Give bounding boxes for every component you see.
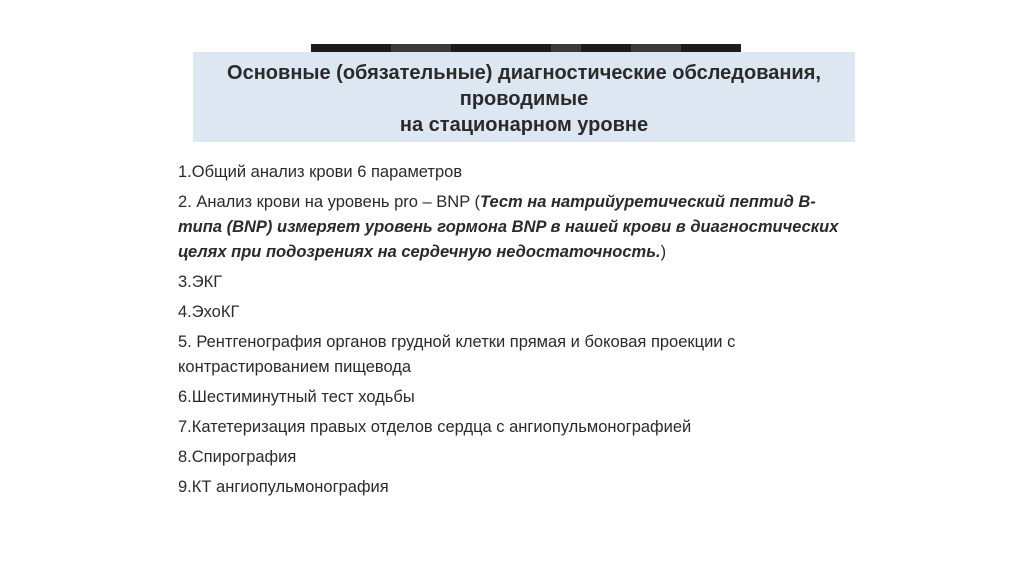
list-item <box>178 385 858 410</box>
list-item <box>178 190 858 265</box>
title-line: проводимые <box>459 88 589 110</box>
list-item <box>178 445 858 470</box>
list-item-note: Тест на натрийуретический пептид В-типа (BNP) измеряет уровень гормона BNP в нашей крови в диагностических целях при подозрениях на сердечную недостаточность. <box>178 193 839 261</box>
list-item-text: 1.Общий анализ крови 6 параметров <box>178 163 463 181</box>
title-line: Основные (обязательные) диагностические обследования, <box>227 62 821 84</box>
exam-list <box>178 160 858 505</box>
list-item-text: 7.Катетеризация правых отделов сердца с ангиопульмонографией <box>178 418 692 436</box>
list-item-text: 9.КТ ангиопульмонография <box>178 478 389 496</box>
list-item-text: 8.Спирография <box>178 448 297 466</box>
list-item-text: 5. Рентгенография органов грудной клетки прямая и боковая проекции с контрастированием пищевода <box>178 333 736 376</box>
list-item-text: 3.ЭКГ <box>178 273 223 291</box>
list-item-text: 4.ЭхоКГ <box>178 303 240 321</box>
title-line: на стационарном уровне <box>399 114 649 136</box>
list-item-text: 6.Шестиминутный тест ходьбы <box>178 388 415 406</box>
list-item <box>178 415 858 440</box>
list-item <box>178 270 858 295</box>
list-item <box>178 300 858 325</box>
list-item <box>178 475 858 500</box>
list-item-text: 2. Анализ крови на уровень pro – BNP ( <box>178 193 481 211</box>
list-item <box>178 160 858 185</box>
list-item <box>178 330 858 380</box>
list-item-suffix: ) <box>660 243 667 261</box>
title-box <box>193 52 855 142</box>
